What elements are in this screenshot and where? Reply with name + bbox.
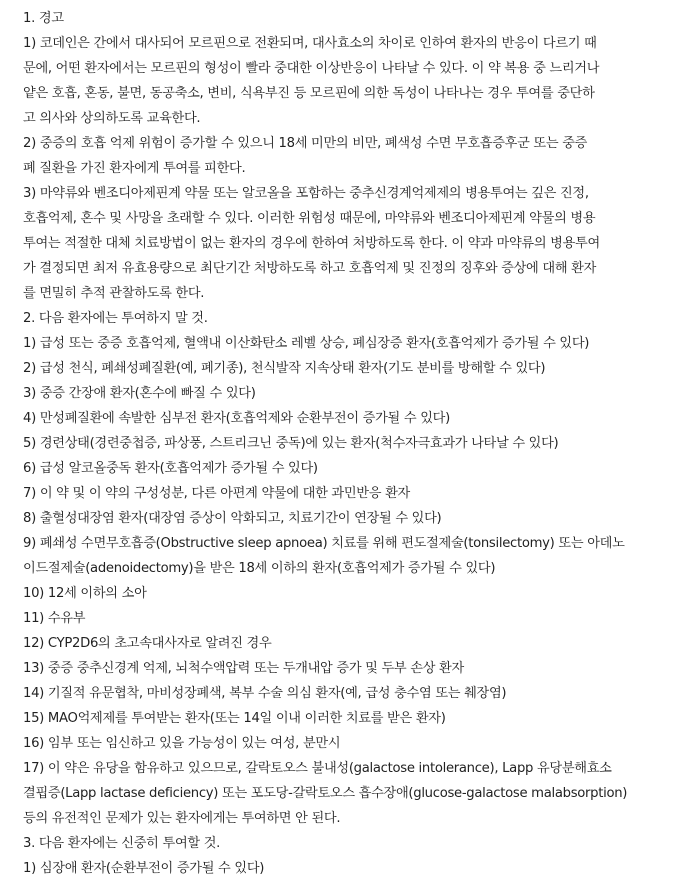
text-line: 얕은 호흡, 혼동, 불면, 동공축소, 변비, 식욕부진 등 모르핀에 의한 독성이 나타나는 경우 투여를 중단하 <box>23 86 595 101</box>
text-line: 8) 출혈성대장염 환자(대장염 증상이 악화되고, 치료기간이 연장될 수 있다) <box>23 511 442 526</box>
text-line: 6) 급성 알코올중독 환자(호흡억제가 증가될 수 있다) <box>23 461 318 476</box>
text-line: 투여는 적절한 대체 치료방법이 없는 환자의 경우에 한하여 처방하도록 한다. 이 약과 마약류의 병용투여 <box>23 236 600 251</box>
text-line: 결핍증(Lapp lactase deficiency) 또는 포도당-갈락토오스 흡수장애(glucose-galactose malabsorption) <box>23 786 628 801</box>
text-line: 3) 중증 간장애 환자(혼수에 빠질 수 있다) <box>23 386 256 401</box>
text-line: 2) 급성 천식, 폐쇄성폐질환(예, 폐기종), 천식발작 지속상태 환자(기도 분비를 방해할 수 있다) <box>23 361 546 376</box>
text-line: 1) 급성 또는 중증 호흡억제, 혈액내 이산화탄소 레벨 상승, 폐심장증 환자(호흡억제가 증가될 수 있다) <box>23 336 590 351</box>
text-line: 13) 중증 중추신경계 억제, 뇌척수액압력 또는 두개내압 증가 및 두부 손상 환자 <box>23 661 464 676</box>
text-line: 문에, 어떤 환자에서는 모르핀의 형성이 빨라 중대한 이상반응이 나타날 수 있다. 이 약 복용 중 느리거나 <box>23 61 600 76</box>
text-line: 2. 다음 환자에는 투여하지 말 것. <box>23 311 208 326</box>
text-line: 16) 임부 또는 임신하고 있을 가능성이 있는 여성, 분만시 <box>23 736 341 751</box>
text-line: 3. 다음 환자에는 신중히 투여할 것. <box>23 836 221 851</box>
text-line: 1. 경고 <box>23 11 64 26</box>
text-line: 이드절제술(adenoidectomy)을 받은 18세 이하의 환자(호흡억제가 증가될 수 있다) <box>23 561 496 576</box>
text-line: 를 면밀히 추적 관찰하도록 한다. <box>23 286 205 301</box>
text-line: 2) 중증의 호흡 억제 위험이 증가할 수 있으니 18세 미만의 비만, 폐색성 수면 무호흡증후군 또는 중증 <box>23 136 588 151</box>
text-line: 1) 코데인은 간에서 대사되어 모르핀으로 전환되며, 대사효소의 차이로 인하여 환자의 반응이 다르기 때 <box>23 36 597 51</box>
text-line: 가 결정되면 최저 유효용량으로 최단기간 처방하도록 하고 호흡억제 및 진정의 징후와 증상에 대해 환자 <box>23 261 597 276</box>
text-line: 12) CYP2D6의 초고속대사자로 알려진 경우 <box>23 636 272 651</box>
text-line: 호흡억제, 혼수 및 사망을 초래할 수 있다. 이러한 위험성 때문에, 마약류와 벤조디아제핀계 약물의 병용 <box>23 211 596 226</box>
text-line: 4) 만성폐질환에 속발한 심부전 환자(호흡억제와 순환부전이 증가될 수 있다) <box>23 411 450 426</box>
text-line: 1) 심장애 환자(순환부전이 증가될 수 있다) <box>23 861 265 876</box>
text-line: 7) 이 약 및 이 약의 구성성분, 다른 아편계 약물에 대한 과민반응 환자 <box>23 486 410 501</box>
text-line: 14) 기질적 유문협착, 마비성장폐색, 복부 수술 의심 환자(예, 급성 충수염 또는 췌장염) <box>23 686 507 701</box>
text-line: 17) 이 약은 유당을 함유하고 있으므로, 갈락토오스 불내성(galactose intolerance), Lapp 유당분해효소 <box>23 761 612 776</box>
text-line: 11) 수유부 <box>23 611 86 626</box>
text-line: 폐 질환을 가진 환자에게 투여를 피한다. <box>23 161 246 176</box>
text-line: 등의 유전적인 문제가 있는 환자에게는 투여하면 안 된다. <box>23 811 341 826</box>
text-line: 15) MAO억제제를 투여받는 환자(또는 14일 이내 이러한 치료를 받은 환자) <box>23 711 446 726</box>
text-line: 고 의사와 상의하도록 교육한다. <box>23 111 201 126</box>
text-line: 9) 폐쇄성 수면무호흡증(Obstructive sleep apnoea) 치료를 위해 편도절제술(tonsilectomy) 또는 아데노 <box>23 536 625 551</box>
text-line: 10) 12세 이하의 소아 <box>23 586 147 601</box>
text-line: 5) 경련상태(경련중첩증, 파상풍, 스트리크닌 중독)에 있는 환자(척수자극효과가 나타날 수 있다) <box>23 436 559 451</box>
text-line: 3) 마약류와 벤조디아제핀계 약물 또는 알코올을 포함하는 중추신경계억제제의 병용투여는 깊은 진정, <box>23 186 589 201</box>
